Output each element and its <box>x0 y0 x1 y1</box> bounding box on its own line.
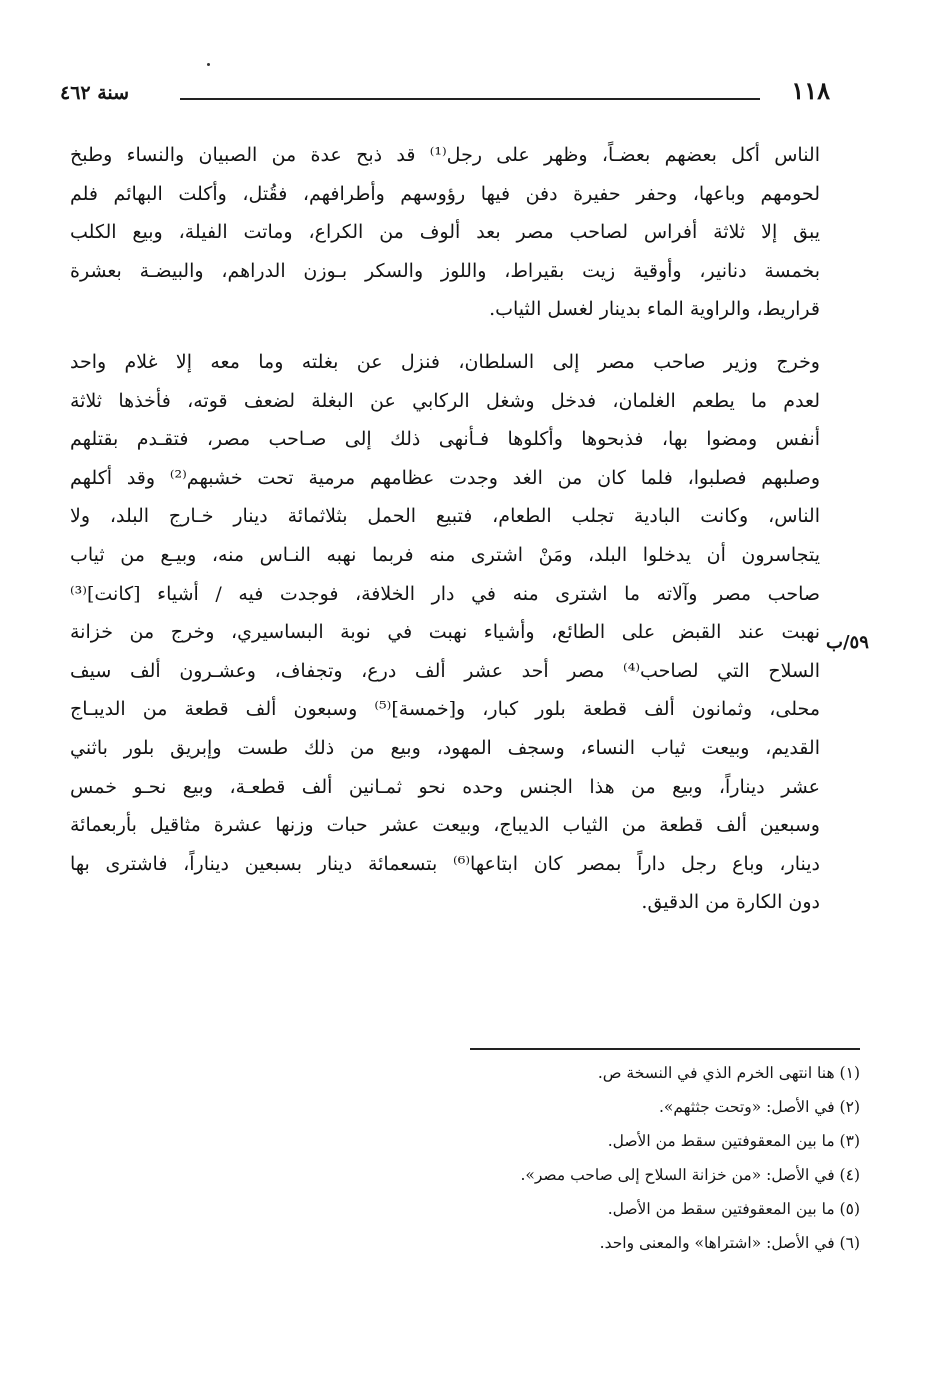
footnote: (٣) ما بين المعقوفتين سقط من الأصل. <box>607 1132 860 1150</box>
year-label: سنة ٤٦٢ <box>60 82 130 104</box>
footnotes <box>240 1056 860 1260</box>
text-line: لحومهم وباعها، وحفر حفيرة دفن فيها رؤوسهم وأطرافهم، فقُتل، وأكلت البهائم فلم <box>70 182 820 205</box>
text-line: يتجاسرون أن يدخلوا البلد، ومَنْ اشترى منه فربما نهبه النـاس منه، وبيـع من ثياب <box>70 543 820 566</box>
text-line: دينار، وباع رجل داراً بمصر كان ابتاعها⁽⁶⁾ بتسعمائة دينار بسبعين ديناراً، فاشترى بها <box>70 852 820 875</box>
text-line: أنفس ومضوا بها، فذبحوها وأكلوها فـأنهى ذلك إلى صـاحب مصر، فتقـدم بقتلهم <box>70 428 820 451</box>
paragraph-gap <box>70 329 820 343</box>
footnote: (١) هنا انتهى الخرم الذي في النسخة ص. <box>597 1064 860 1082</box>
text-line: الناس، وكانت البادية تجلب الطعام، فتبيع الحمل بثلاثمائة دينار خـارج البلد، ولا <box>70 505 820 528</box>
text-line: نهبت عند القبض على الطائع، وأشياء نهبت في نوبة البساسيري، وخرج من خزانة <box>70 621 820 644</box>
page-number: ١١٨ <box>791 76 830 105</box>
body-text <box>70 136 820 922</box>
text-line: محلى، وثمانون ألف قطعة بلور كبار، و[خمسة]⁽⁵⁾ وسبعون ألف قطعة من الديبـاج <box>70 698 820 721</box>
footnote-rule <box>470 1048 860 1050</box>
footnote: (٤) في الأصل: «من خزانة السلاح إلى صاحب مصر». <box>520 1166 860 1184</box>
text-line: قراريط، والراوية الماء بدينار لغسل الثياب. <box>489 298 820 321</box>
text-line: الناس أكل بعضهم بعضـاً، وظهر على رجل⁽¹⁾ قد ذبح عدة من الصبيان والنساء وطبخ <box>70 144 820 166</box>
text-line: عشر ديناراً، وبيع من هذا الجنس وحده نحو ثمـانين ألف قطعـة، وبيع نحـو خمس <box>70 775 820 798</box>
text-line: بخمسة دنانير، وأوقية زيت بقيراط، واللوز والسكر بـوزن الدراهم، والبيضـة بعشرة <box>70 259 820 282</box>
text-line: لعدم ما يطعم الغلمان، فدخل وشغل الركابي عن البغلة لضعف قوته، فأخذها ثلاثة <box>70 389 820 412</box>
print-speck <box>207 63 210 66</box>
manuscript-folio-marker: ٥٩/ب <box>826 632 869 653</box>
text-line: وسبعين ألف قطعة من الثياب الديباج، وبيعت عشر حبات وزنها عشرة مثاقيل بأربعمائة <box>70 814 820 837</box>
text-line: وصلبهم فصلبوا، فلما كان من الغد وجدت عظامهم مرمية تحت خشبهم⁽²⁾ وقد أكلهم <box>70 466 820 489</box>
text-line: صاحب مصر وآلاته ما اشترى منه في دار الخلافة، فوجدت فيه / أشياء [كانت]⁽³⁾ <box>70 582 820 605</box>
text-line: دون الكارة من الدقيق. <box>641 891 820 914</box>
footnote: (٥) ما بين المعقوفتين سقط من الأصل. <box>607 1200 860 1218</box>
page-header <box>60 74 830 108</box>
text-line: وخرج وزير صاحب مصر إلى السلطان، فنزل عن بغلته وما معه إلا غلام واحد <box>70 350 820 373</box>
text-line: السلاح التي لصاحب⁽⁴⁾ مصر أحد عشر ألف درع، وتجفاف، وعشـرون ألف سيف <box>70 659 820 682</box>
footnote: (٦) في الأصل: «اشتراها» والمعنى واحد. <box>599 1234 860 1252</box>
text-line: يبق إلا ثلاثة أفراس لصاحب مصر بعد ألوف من الكراع، وماتت الفيلة، وبيع الكلب <box>70 221 820 244</box>
footnote: (٢) في الأصل: «وتحت جثثهم». <box>658 1098 860 1116</box>
header-rule <box>180 98 760 100</box>
text-line: القديم، وبيعت ثياب النساء، وسجف المهود، وبيع من ذلك طست وإبريق بلور باثني <box>70 736 820 759</box>
